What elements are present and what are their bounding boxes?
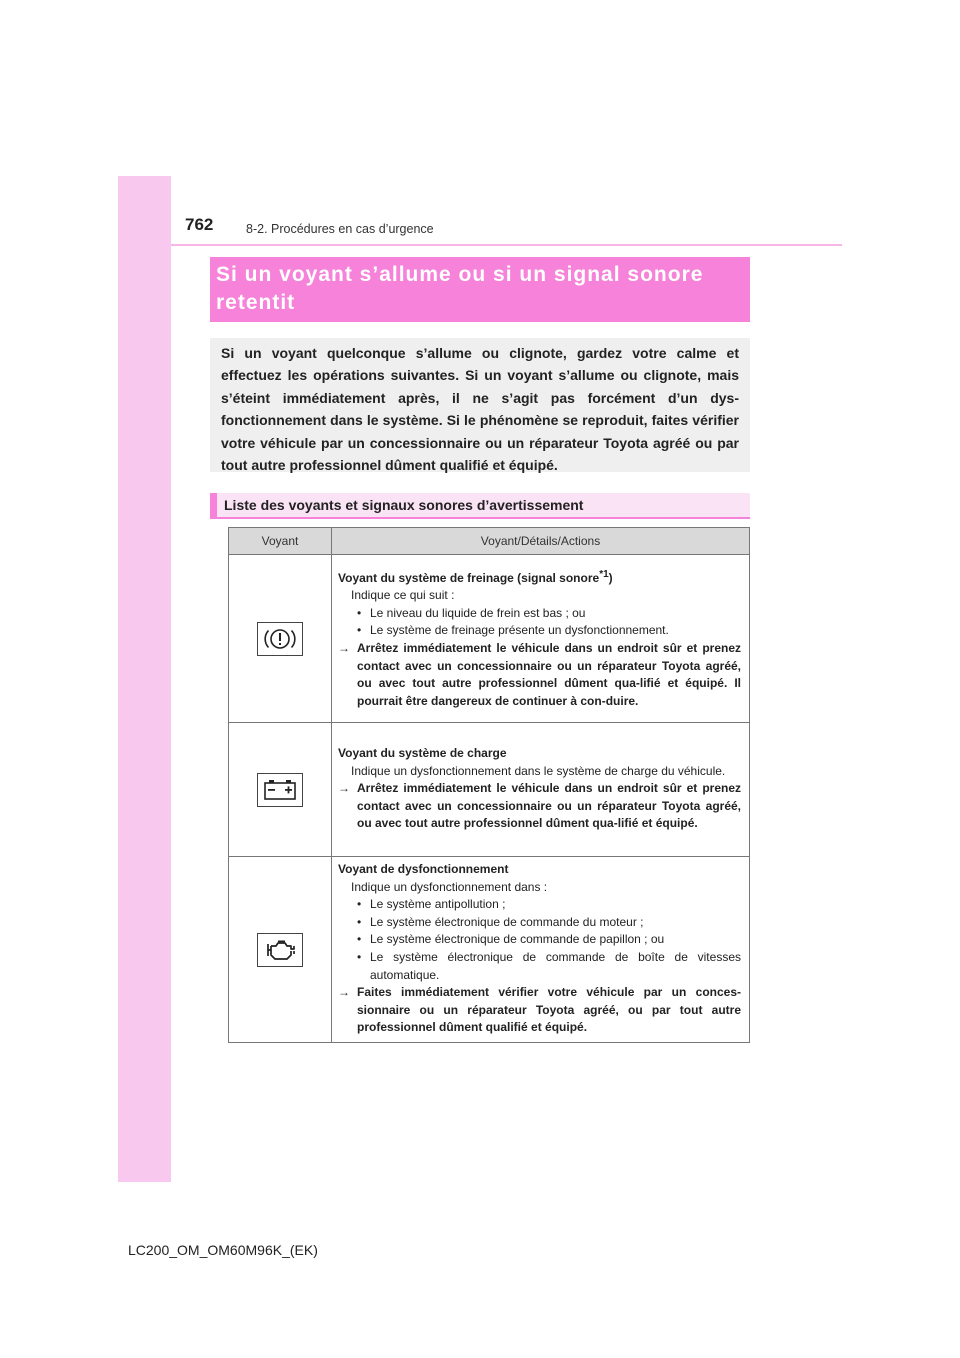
table-header-row — [229, 528, 750, 555]
table-row — [229, 555, 750, 723]
warning-bullet: • Le système de freinage présente un dysfonctionnement. — [338, 622, 741, 640]
footnote-marker: *1 — [599, 568, 609, 580]
check-engine-icon — [257, 933, 303, 967]
warning-title: Voyant du système de charge — [338, 746, 507, 761]
warning-bullet: • Le système antipollution ; — [338, 896, 741, 914]
document-code-footer: LC200_OM_OM60M96K_(EK) — [128, 1242, 318, 1258]
side-margin-band — [118, 176, 171, 1182]
intro-paragraph: Si un voyant quelconque s’allume ou clignote, gardez votre calme et effectuez les opérations suivantes. Si un voyant s’allume ou clignote, mais s’éteint immédiatement après, il ne s’agit pas forcément d’un dys-fonctionnement dans le système. Si le phénomène se reproduit, faites vérifier votre véhicule par un concessionnaire ou un réparateur Toyota agréé ou par tout autre professionnel dûment qualifié et équipé. — [210, 338, 750, 472]
main-heading — [210, 257, 750, 322]
warning-bullet: • Le système électronique de commande du moteur ; — [338, 914, 741, 932]
warning-title: Voyant du système de freinage (signal sonore$^{*1}$) — [338, 568, 613, 585]
table-row — [229, 723, 750, 857]
warning-intro: Indique un dysfonctionnement dans le système de charge du véhicule. — [351, 763, 726, 778]
warning-action: → Arrêtez immédiatement le véhicule dans un endroit sûr et prenez contact avec un concessionnaire ou un réparateur Toyota agréé, ou avec tout autre professionnel dûment qua-lifié et équipé. Il pourrait être dangereux de continuer à con-duire. — [338, 640, 741, 710]
warning-action: → Arrêtez immédiatement le véhicule dans un endroit sûr et prenez contact avec un concessionnaire ou un réparateur Toyota agréé, ou avec tout autre professionnel dûment qua-lifié et équipé. — [338, 780, 741, 833]
icon-cell — [229, 555, 332, 723]
section-title: 8-2. Procédures en cas d’urgence — [246, 222, 434, 236]
sub-heading: Liste des voyants et signaux sonores d’avertissement — [210, 493, 750, 519]
warning-bullet: • Le système électronique de commande de papillon ; ou — [338, 931, 741, 949]
details-cell — [332, 555, 750, 723]
column-header-voyant: Voyant — [229, 528, 332, 555]
battery-charge-icon — [257, 773, 303, 807]
details-cell — [332, 857, 750, 1043]
main-heading-line-1: Si un voyant s’allume ou si un signal sonore — [216, 263, 704, 286]
warning-lights-table — [228, 527, 750, 1043]
icon-cell — [229, 723, 332, 857]
brake-warning-icon — [257, 622, 303, 656]
details-cell — [332, 723, 750, 857]
warning-action: → Faites immédiatement vérifier votre véhicule par un conces-sionnaire ou un réparateur Toyota agréé, ou par tout autre professionnel dûment qualifié et équipé. — [338, 984, 741, 1037]
icon-cell — [229, 857, 332, 1043]
table-row — [229, 857, 750, 1043]
page-number: 762 — [185, 215, 214, 234]
warning-intro: Indique un dysfonctionnement dans : — [351, 879, 548, 894]
warning-bullet: • Le niveau du liquide de frein est bas ; ou — [338, 605, 741, 623]
header-rule — [171, 244, 842, 246]
warning-bullet: • Le système électronique de commande de boîte de vitesses automatique. — [338, 949, 741, 984]
main-heading-line-2: retentit — [216, 291, 296, 314]
warning-title: Voyant de dysfonctionnement — [338, 862, 509, 877]
warning-intro: Indique ce qui suit : — [351, 588, 455, 603]
column-header-details: Voyant/Détails/Actions — [332, 528, 750, 555]
